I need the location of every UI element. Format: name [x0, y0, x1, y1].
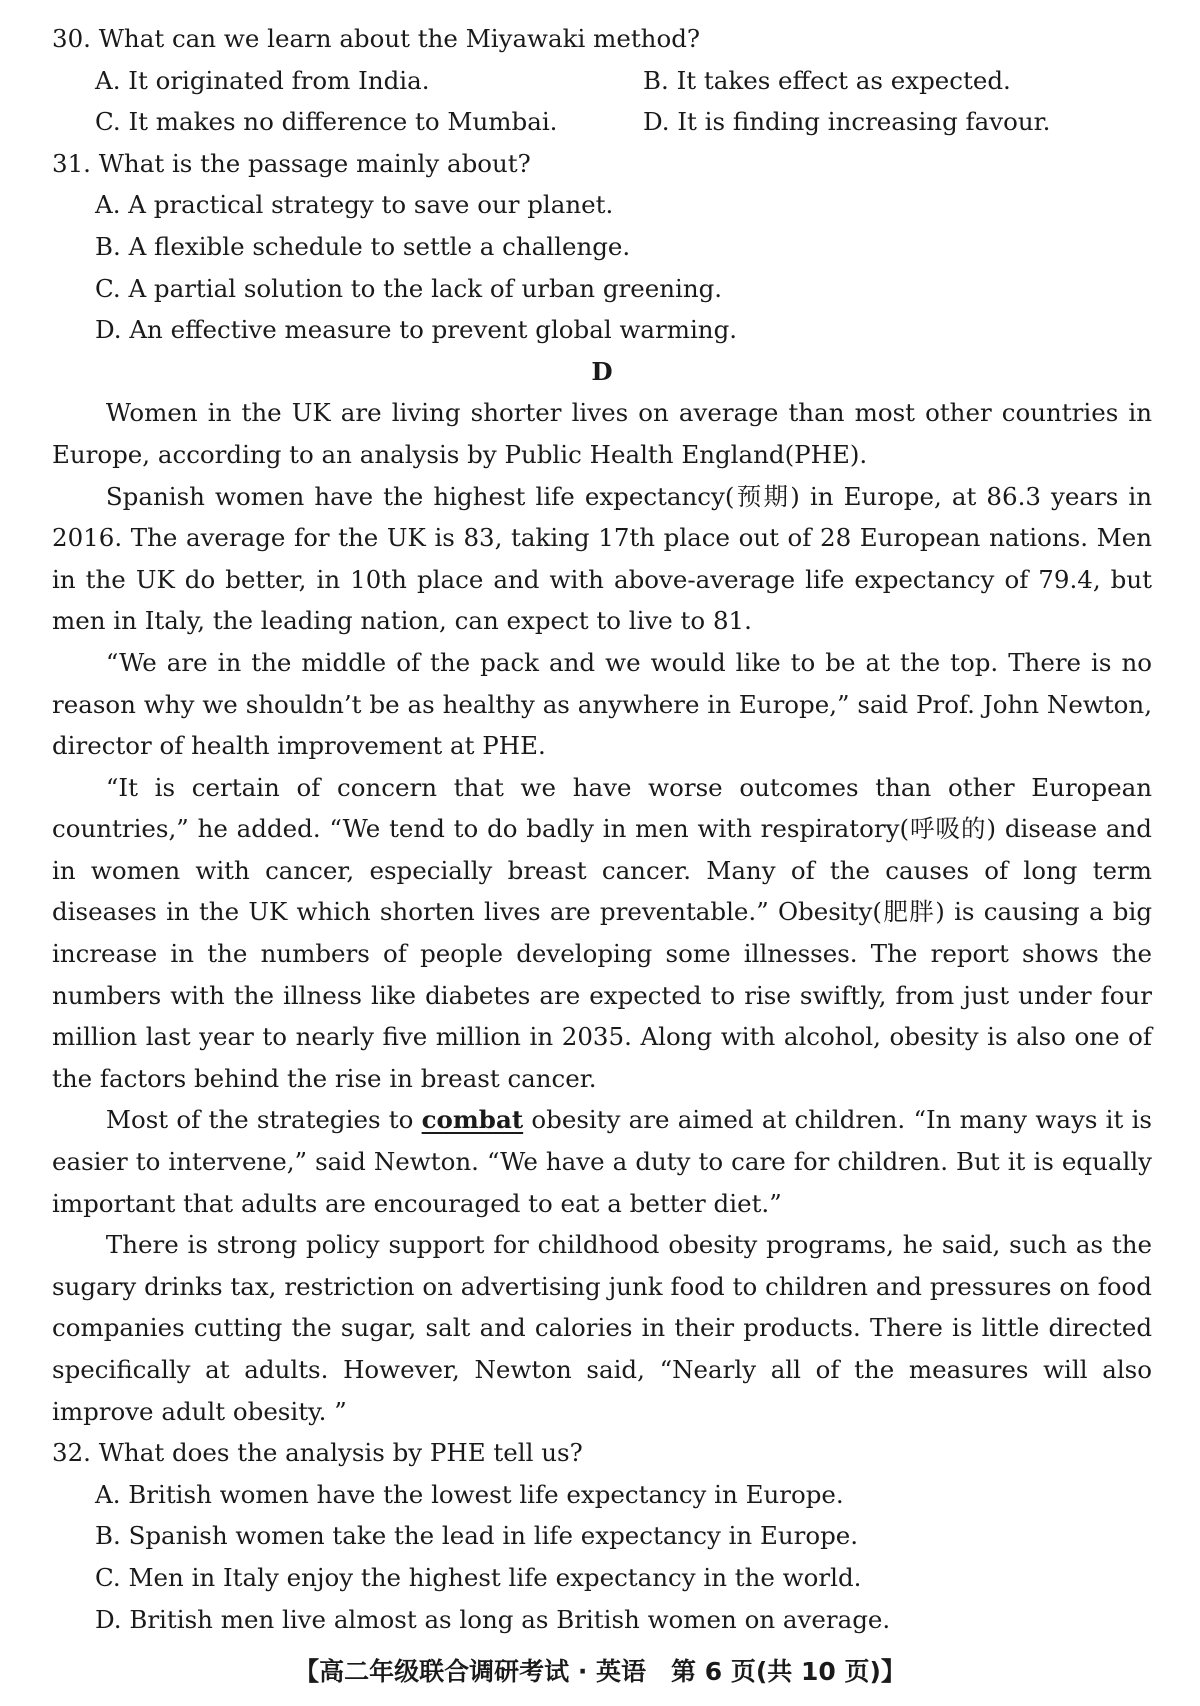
- question-32: [52, 1432, 1152, 1640]
- passage-paragraph-6: There is strong policy support for childhood obesity programs, he said, such as the sugary drinks tax, restriction on advertising junk food to children and pressures on food companies cutting the sugar, salt and calories in their products. There is little directed specifically at adults. However, Newton said, “Nearly all of the measures will also improve adult obesity. ”: [52, 1230, 1152, 1426]
- section-heading-d: D: [591, 356, 613, 386]
- underlined-keyword: combat: [421, 1105, 524, 1135]
- question-30-options-row-1: [52, 60, 1152, 102]
- question-31: [52, 143, 1152, 351]
- option-30-d: D. It is finding increasing favour.: [643, 107, 1051, 137]
- passage-paragraph-3: “We are in the middle of the pack and we would like to be at the top. There is no reason why we shouldn’t be as healthy as anywhere in Europe,” said Prof. John Newton, director of health improvement at PHE.: [52, 647, 1152, 761]
- option-30-b: B. It takes effect as expected.: [643, 65, 1011, 95]
- passage-paragraph-1: Women in the UK are living shorter lives on average than most other countries in Europe, according to an analysis by Public Health England(PHE).: [52, 398, 1152, 469]
- passage-paragraph-5: [52, 1099, 1152, 1224]
- paragraph-5-start: Most of the strategies to: [105, 1105, 422, 1135]
- option-31-b: B. A flexible schedule to settle a challenge.: [95, 231, 631, 261]
- paragraph-5-end: obesity are aimed at children. “In many ways it is easier to intervene,” said Newton. “We have a duty to care for children. But it is equally important that adults are encouraged to eat a better diet.”: [52, 1105, 1152, 1218]
- option-31-a: A. A practical strategy to save our planet.: [95, 190, 614, 220]
- question-30: [52, 18, 1152, 143]
- option-31-c: C. A partial solution to the lack of urban greening.: [95, 273, 723, 303]
- passage-paragraph-2: Spanish women have the highest life expectancy(预期) in Europe, at 86.3 years in 2016. The average for the UK is 83, taking 17th place out of 28 European nations. Men in the UK do better, in 10th place and with above-average life expectancy of 79.4, but men in Italy, the leading nation, can expect to live to 81.: [52, 481, 1152, 636]
- option-32-c: C. Men in Italy enjoy the highest life expectancy in the world.: [95, 1562, 862, 1592]
- question-31-stem: 31. What is the passage mainly about?: [52, 148, 531, 178]
- question-32-stem: 32. What does the analysis by PHE tell us?: [52, 1438, 583, 1468]
- option-32-a: A. British women have the lowest life expectancy in Europe.: [95, 1479, 844, 1509]
- option-30-c: C. It makes no difference to Mumbai.: [95, 107, 558, 137]
- option-31-d: D. An effective measure to prevent global warming.: [95, 315, 738, 345]
- question-30-stem: 30. What can we learn about the Miyawaki method?: [52, 24, 701, 53]
- passage-paragraph-4: “It is certain of concern that we have worse outcomes than other European countries,” he added. “We tend to do badly in men with respiratory(呼吸的) disease and in women with cancer, especially breast cancer. Many of the causes of long term diseases in the UK which shorten lives are preventable.” Obesity(肥胖) is causing a big increase in the numbers of people developing some illnesses. The report shows the numbers with the illness like diabetes are expected to rise swiftly, from just under four million last year to nearly five million in 2035. Along with alcohol, obesity is also one of the factors behind the rise in breast cancer.: [52, 772, 1152, 1093]
- option-32-d: D. British men live almost as long as British women on average.: [95, 1604, 891, 1634]
- reading-passage-d: [52, 392, 1152, 1432]
- option-30-a: A. It originated from India.: [95, 65, 430, 95]
- option-32-b: B. Spanish women take the lead in life expectancy in Europe.: [95, 1521, 859, 1551]
- question-30-options-row-2: [52, 101, 1152, 143]
- page-footer: 【高二年级联合调研考试 · 英语 第 6 页(共 10 页)】: [294, 1657, 906, 1686]
